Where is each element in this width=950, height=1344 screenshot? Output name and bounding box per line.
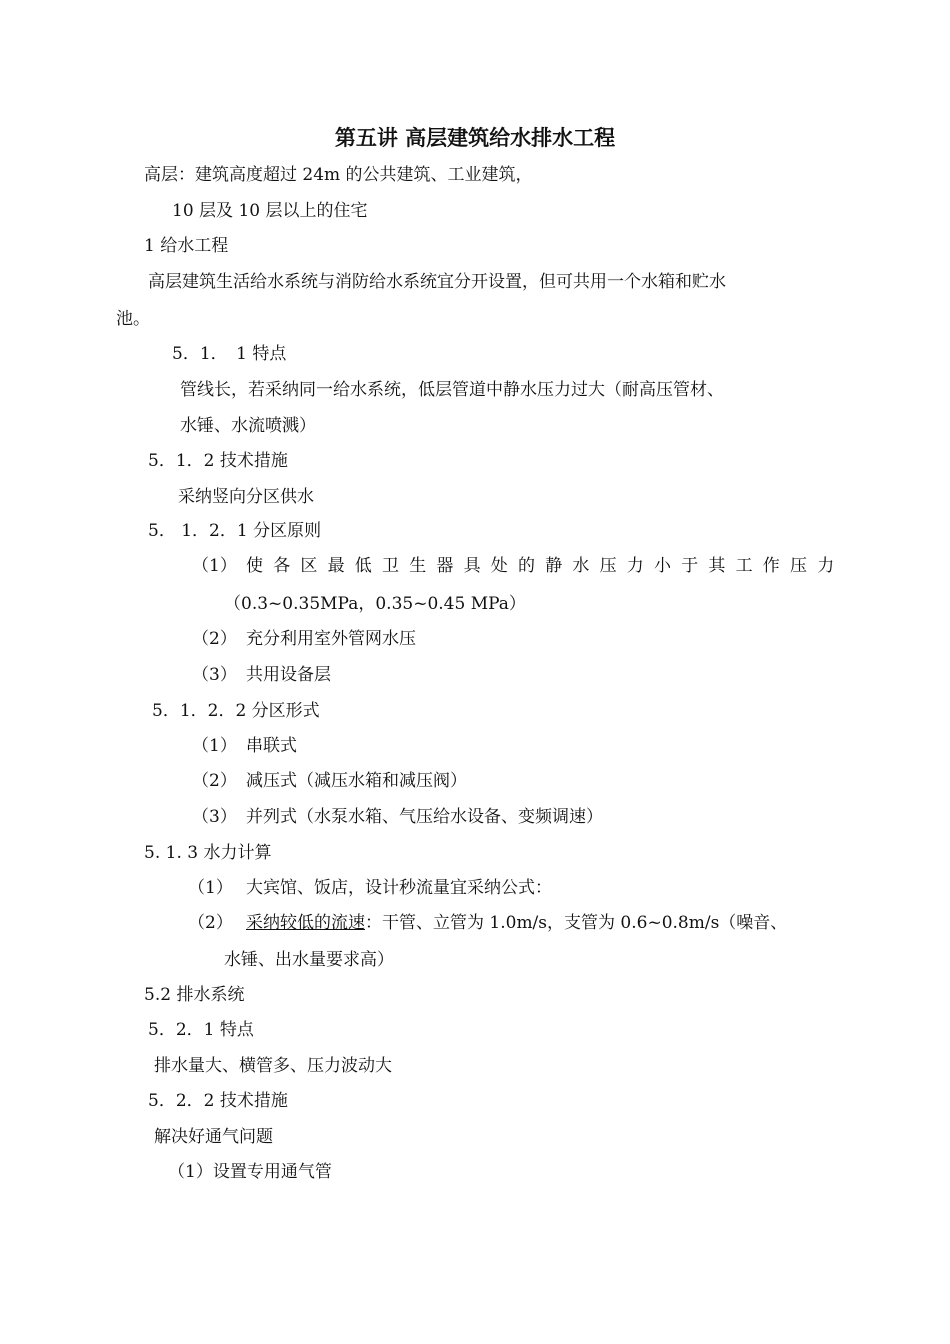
- list-item-text: 减压式（减压水箱和减压阀）: [246, 771, 467, 791]
- list-item-text: （1）设置专用通气管: [168, 1162, 332, 1182]
- list-marker: （3）: [192, 807, 237, 827]
- section-heading: 5.2 排水系统: [144, 985, 245, 1005]
- underlined-text: 采纳较低的流速: [246, 913, 365, 933]
- list-item-text: 大宾馆、饭店，设计秒流量宜采纳公式：: [246, 878, 552, 898]
- list-item-text: 串联式: [246, 736, 297, 756]
- list-marker: （3）: [192, 665, 237, 685]
- subsection-heading: 5．1． 1 特点: [172, 344, 287, 364]
- subsection-heading: 5．2．1 特点: [148, 1020, 254, 1040]
- text-line: 解决好通气问题: [154, 1127, 273, 1147]
- list-marker: （2）: [192, 771, 237, 791]
- text-line: 池。: [116, 309, 150, 329]
- subsection-heading: 5. 1. 3 水力计算: [144, 843, 272, 863]
- list-item-text: [246, 912, 787, 934]
- list-marker: （1）: [192, 736, 237, 756]
- list-item-text: 共用设备层: [246, 665, 331, 685]
- list-marker: （1）: [188, 878, 233, 898]
- text-line: 采纳竖向分区供水: [178, 487, 314, 507]
- list-item-text: 充分利用室外管网水压: [246, 629, 416, 649]
- text-line: 10 层及 10 层以上的住宅: [172, 201, 368, 221]
- subsection-heading: 5．2．2 技术措施: [148, 1091, 288, 1111]
- text-line: 高层建筑生活给水系统与消防给水系统宜分开设置，但可共用一个水箱和贮水: [148, 272, 726, 292]
- text-line: 水锤、水流喷溅）: [180, 416, 316, 436]
- text-line: 高层：建筑高度超过 24m 的公共建筑、工业建筑，: [144, 165, 533, 185]
- list-item-text: 使各区最低卫生器具处的静水压力小于其工作压力: [246, 556, 845, 576]
- document-title: 第五讲 高层建筑给水排水工程: [334, 126, 616, 150]
- section-heading: 1 给水工程: [144, 236, 229, 256]
- text-line: 管线长，若采纳同一给水系统，低层管道中静水压力过大（耐高压管材、: [180, 380, 724, 400]
- subsection-heading: 5． 1．2．1 分区原则: [148, 521, 322, 541]
- list-item-rest: ：干管、立管为 1.0m/s，支管为 0.6~0.8m/s（噪音、: [365, 913, 788, 933]
- text-line: 水锤、出水量要求高）: [224, 950, 394, 970]
- list-marker: （2）: [192, 629, 237, 649]
- list-marker: （2）: [188, 913, 233, 933]
- text-line: 排水量大、横管多、压力波动大: [154, 1056, 392, 1076]
- text-line: （0.3~0.35MPa，0.35~0.45 MPa）: [224, 594, 526, 614]
- subsection-heading: 5．1．2 技术措施: [148, 451, 288, 471]
- subsection-heading: 5．1．2．2 分区形式: [152, 701, 320, 721]
- list-item-text: 并列式（水泵水箱、气压给水设备、变频调速）: [246, 807, 603, 827]
- list-marker: （1）: [192, 556, 237, 576]
